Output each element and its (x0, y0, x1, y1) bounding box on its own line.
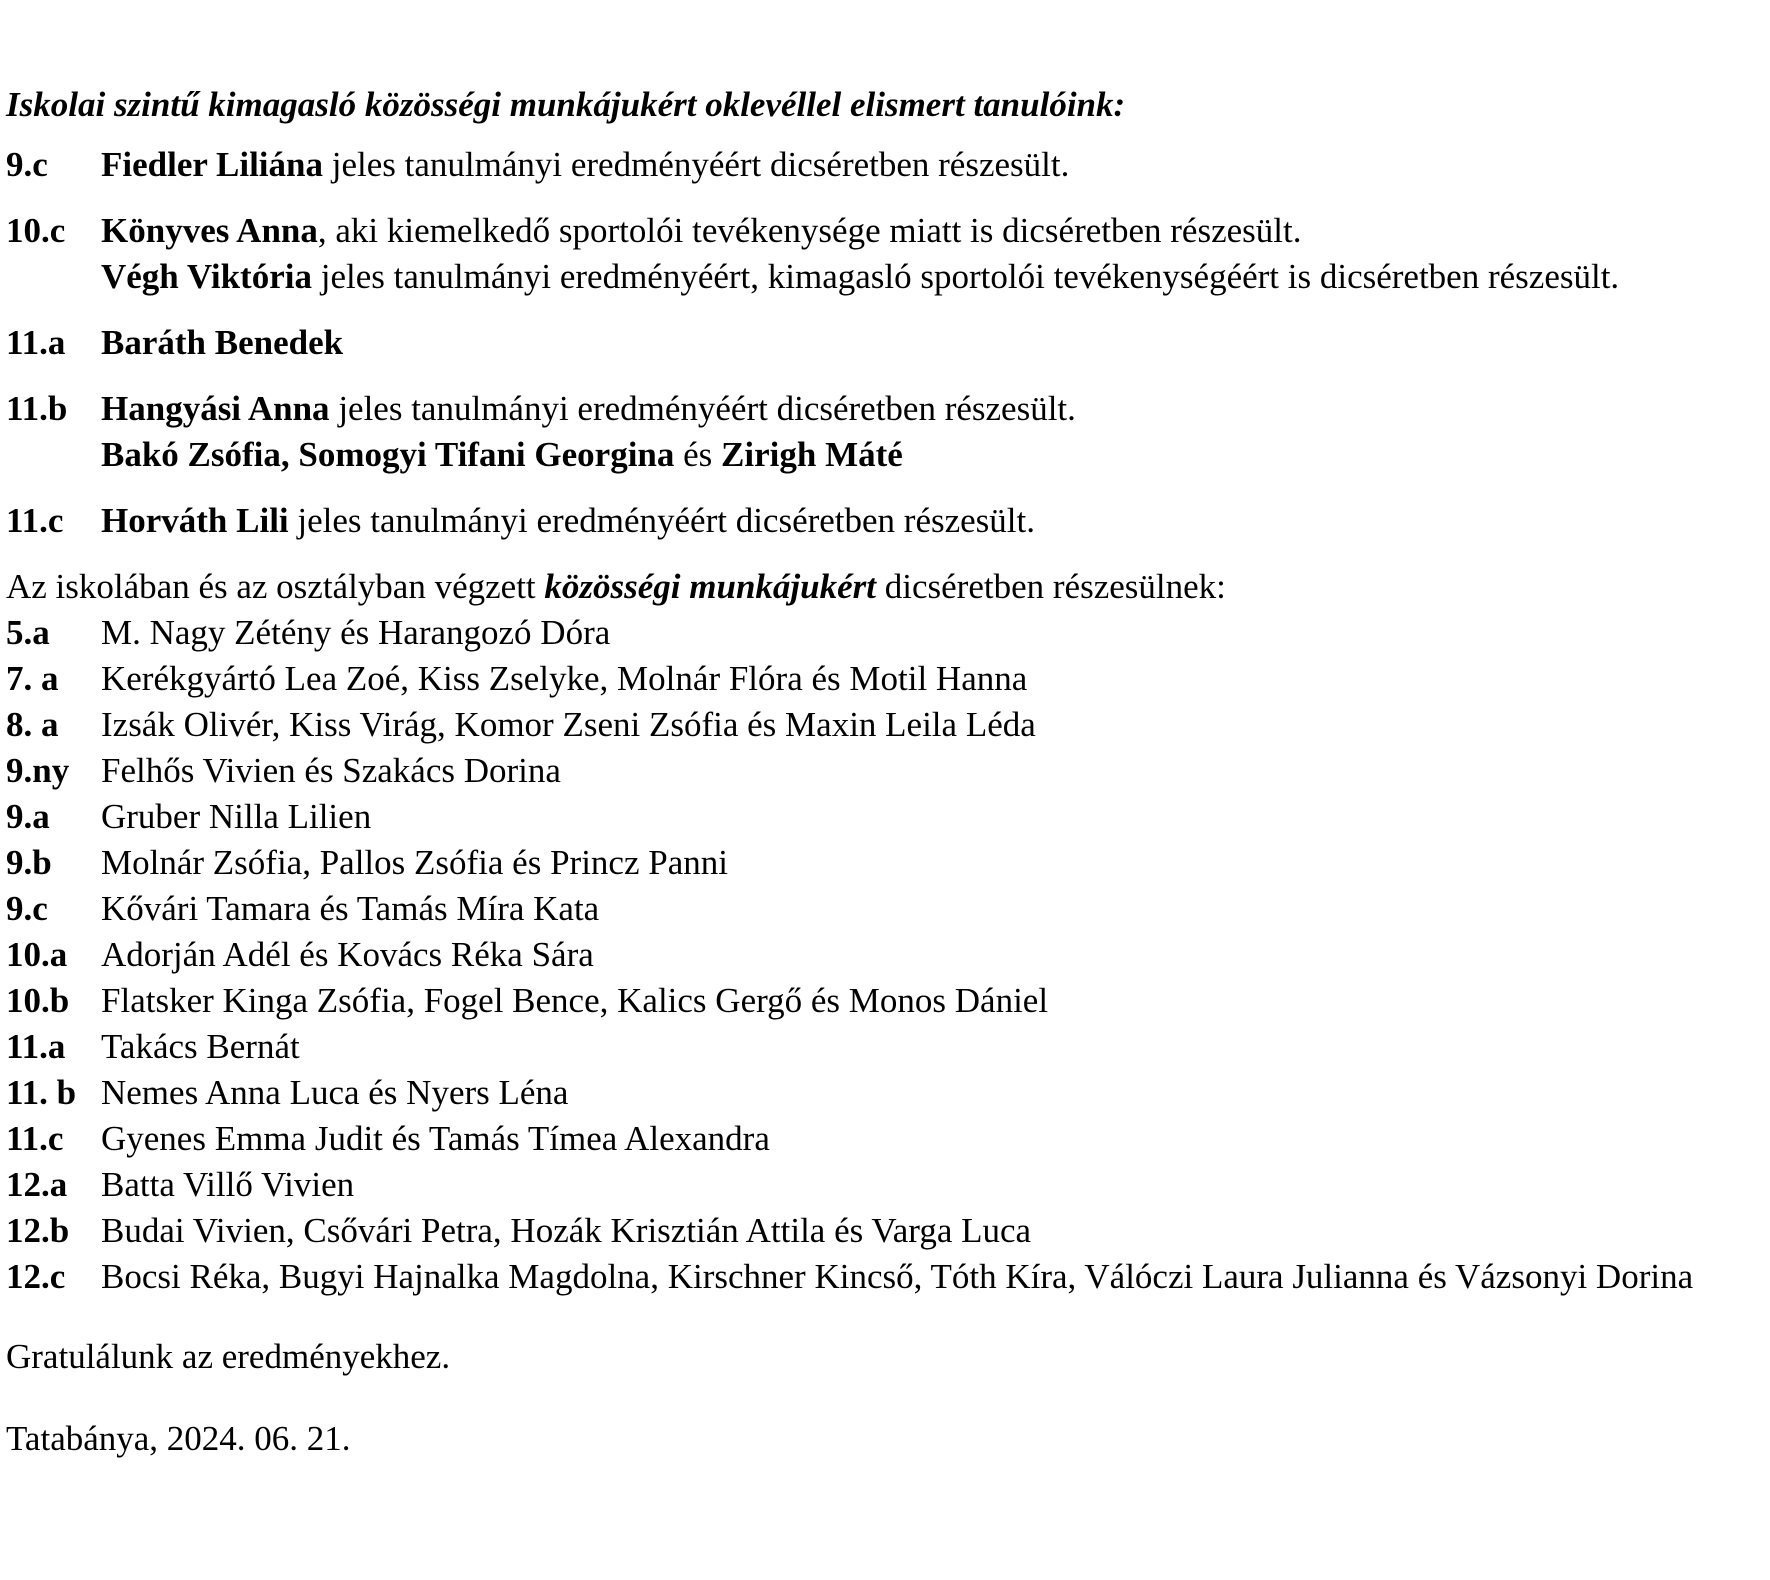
honor-record (6, 142, 1766, 188)
class-label: 9.ny (6, 751, 70, 790)
student-names: M. Nagy Zétény és Harangozó Dóra (101, 613, 611, 652)
student-names: Gruber Nilla Lilien (101, 797, 372, 836)
honor-text: jeles tanulmányi eredményéért, kimagasló sportolói tevékenységéért is dicséretben részesült. (311, 257, 1620, 296)
community-row (6, 1116, 1766, 1162)
class-label: 12.c (6, 1257, 66, 1296)
class-label: 11.c (6, 1119, 64, 1158)
community-row (6, 1024, 1766, 1070)
community-row (6, 1162, 1766, 1208)
class-label: 11.c (6, 501, 64, 540)
student-names: Flatsker Kinga Zsófia, Fogel Bence, Kalics Gergő és Monos Dániel (101, 981, 1049, 1020)
student-name: Bakó Zsófia, Somogyi Tifani Georgina (101, 435, 675, 474)
honor-line (101, 432, 1766, 478)
honor-text: jeles tanulmányi eredményéért dicséretben részesült. (288, 501, 1036, 540)
student-names: Batta Villő Vivien (101, 1165, 355, 1204)
community-row (6, 1070, 1766, 1116)
community-row (6, 794, 1766, 840)
class-label: 8. a (6, 705, 59, 744)
student-name: Zirigh Máté (721, 435, 903, 474)
honor-body (101, 208, 1766, 300)
honor-body (101, 142, 1766, 188)
class-label: 10.c (6, 211, 66, 250)
community-intro-emphasis: közösségi munkájukért (544, 567, 877, 606)
class-label: 9.c (6, 145, 48, 184)
community-row (6, 886, 1766, 932)
class-label: 11.a (6, 323, 66, 362)
class-label: 10.a (6, 935, 68, 974)
student-name: Hangyási Anna (101, 389, 330, 428)
honor-line (101, 498, 1766, 544)
community-list (6, 610, 1766, 1300)
student-names: Izsák Olivér, Kiss Virág, Komor Zseni Zsófia és Maxin Leila Léda (101, 705, 1036, 744)
student-names: Kerékgyártó Lea Zoé, Kiss Zselyke, Molnár Flóra és Motil Hanna (101, 659, 1028, 698)
honor-text: , aki kiemelkedő sportolói tevékenysége miatt is dicséretben részesült. (317, 211, 1302, 250)
student-name: Fiedler Liliána (101, 145, 323, 184)
class-label: 9.c (6, 889, 48, 928)
honor-text: jeles tanulmányi eredményéért dicséretben részesült. (329, 389, 1076, 428)
student-names: Molnár Zsófia, Pallos Zsófia és Princz Panni (101, 843, 728, 882)
student-name: Horváth Lili (101, 501, 289, 540)
honor-text: és (674, 435, 722, 474)
section-heading: Iskolai szintű kimagasló közösségi munkájukért oklevéllel elismert tanulóink: (6, 85, 1126, 124)
honor-record (6, 386, 1766, 478)
honor-body (101, 320, 1766, 366)
community-intro (6, 564, 1766, 610)
student-names: Takács Bernát (101, 1027, 300, 1066)
community-row (6, 702, 1766, 748)
class-label: 12.b (6, 1211, 70, 1250)
class-label: 5.a (6, 613, 50, 652)
class-label: 12.a (6, 1165, 68, 1204)
honor-line (101, 320, 1766, 366)
honor-line (101, 386, 1766, 432)
class-label: 7. a (6, 659, 59, 698)
class-label: 11. b (6, 1073, 77, 1112)
community-row (6, 656, 1766, 702)
document-page (6, 82, 1766, 1462)
closing-text: Gratulálunk az eredményekhez. (6, 1337, 451, 1376)
community-row (6, 748, 1766, 794)
student-names: Kővári Tamara és Tamás Míra Kata (101, 889, 600, 928)
student-name: Könyves Anna (101, 211, 318, 250)
class-label: 11.b (6, 389, 68, 428)
student-names: Gyenes Emma Judit és Tamás Tímea Alexandra (101, 1119, 770, 1158)
class-label: 11.a (6, 1027, 66, 1066)
class-label: 9.a (6, 797, 50, 836)
honor-line (101, 254, 1766, 300)
place-date: Tatabánya, 2024. 06. 21. (6, 1419, 351, 1458)
student-names: Budai Vivien, Csővári Petra, Hozák Krisztián Attila és Varga Luca (101, 1211, 1032, 1250)
community-row (6, 1254, 1766, 1300)
honor-body (101, 386, 1766, 478)
community-row (6, 978, 1766, 1024)
community-row (6, 840, 1766, 886)
student-names: Adorján Adél és Kovács Réka Sára (101, 935, 594, 974)
honor-record (6, 320, 1766, 366)
student-name: Baráth Benedek (101, 323, 344, 362)
community-row (6, 610, 1766, 656)
community-intro-after: dicséretben részesülnek: (876, 567, 1226, 606)
honor-line (101, 142, 1766, 188)
honor-body (101, 498, 1766, 544)
class-label: 10.b (6, 981, 70, 1020)
community-row (6, 1208, 1766, 1254)
class-label: 9.b (6, 843, 52, 882)
community-intro-before: Az iskolában és az osztályban végzett (6, 567, 545, 606)
honor-record (6, 208, 1766, 300)
student-names: Felhős Vivien és Szakács Dorina (101, 751, 561, 790)
student-names: Nemes Anna Luca és Nyers Léna (101, 1073, 569, 1112)
student-name: Végh Viktória (101, 257, 312, 296)
honor-text: jeles tanulmányi eredményéért dicséretben részesült. (323, 145, 1070, 184)
student-names: Bocsi Réka, Bugyi Hajnalka Magdolna, Kirschner Kincső, Tóth Kíra, Válóczi Laura Julianna és Vázsonyi Dorina (101, 1257, 1694, 1296)
honors-list (6, 142, 1766, 544)
honor-line (101, 208, 1766, 254)
honor-record (6, 498, 1766, 544)
community-row (6, 932, 1766, 978)
